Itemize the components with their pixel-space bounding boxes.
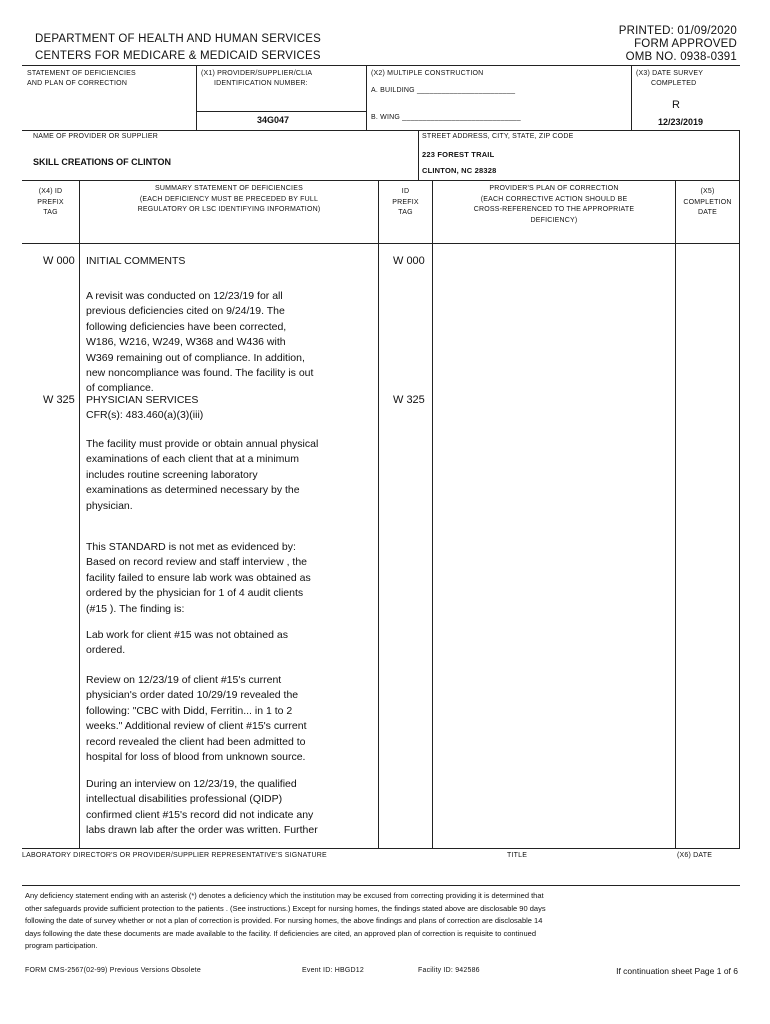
building-label: A. BUILDING ________________________: [371, 87, 516, 94]
section-title-initial-comments: INITIAL COMMENTS: [86, 255, 186, 267]
col-divider-x4: [79, 180, 80, 848]
cfr-reference: CFR(s): 483.460(a)(3)(iii): [86, 409, 204, 421]
page-indicator: If continuation sheet Page 1 of 6: [616, 966, 738, 976]
x1-label-1: (X1) PROVIDER/SUPPLIER/CLIA: [201, 70, 313, 77]
statement-label-2: AND PLAN OF CORRECTION: [27, 80, 128, 87]
x5-header-line: DATE: [698, 209, 717, 216]
plan-header-line: DEFICIENCY): [530, 216, 578, 224]
printed-date: PRINTED: 01/09/2020: [618, 25, 737, 37]
provider-divider: [418, 130, 419, 180]
city-state-zip: CLINTON, NC 28328: [422, 166, 497, 175]
wing-label: B. WING _____________________________: [371, 114, 521, 121]
title-label: TITLE: [507, 852, 528, 859]
paragraph-finding: Lab work for client #15 was not obtained as ordered.: [86, 629, 288, 657]
col-divider-summary: [378, 180, 379, 848]
form-top-border: [22, 65, 740, 66]
summary-header: [80, 184, 378, 216]
id-header-line: TAG: [398, 209, 413, 216]
id-header: [379, 187, 432, 219]
tag-left-w325: W 325: [43, 394, 75, 406]
summary-header-line: (EACH DEFICIENCY MUST BE PRECEDED BY FULL: [139, 195, 319, 203]
signature-bottom-border: [22, 885, 740, 886]
col-divider-id: [432, 180, 433, 848]
x3-revisit-flag: R: [672, 99, 680, 111]
plan-header-line: PROVIDER'S PLAN OF CORRECTION: [489, 185, 619, 192]
x5-header: [676, 187, 739, 219]
box-divider-2: [366, 65, 367, 130]
tag-left-w000: W 000: [43, 255, 75, 267]
id-header-line: PREFIX: [392, 198, 419, 206]
paragraph-interview: During an interview on 12/23/19, the qualified intellectual disabilities professional (QIDP) confirmed client #15's record did not indicate any labs drawn lab after the order was written. Further: [86, 778, 318, 837]
x4-header-line: (X4) ID: [38, 188, 63, 195]
id-header-line: ID: [401, 188, 410, 195]
address-label: STREET ADDRESS, CITY, STATE, ZIP CODE: [422, 133, 574, 140]
x2-label: (X2) MULTIPLE CONSTRUCTION: [371, 70, 484, 77]
x4-header-line: TAG: [43, 209, 58, 216]
department-line-2: CENTERS FOR MEDICARE & MEDICAID SERVICES: [35, 50, 321, 62]
plan-header-line: CROSS-REFERENCED TO THE APPROPRIATE: [473, 206, 635, 213]
facility-id: Facility ID: 942586: [418, 967, 480, 974]
paragraph-record-review: Review on 12/23/19 of client #15's current physician's order dated 10/29/19 revealed the following: "CBC with Didd, Ferritin... in 1 to 2 weeks." Additional review of client #15's current record revealed the client had been admitted to hospital for loss of blood from unknown source.: [86, 674, 307, 764]
x1-value-rule: [196, 111, 366, 112]
box-divider-1: [196, 65, 197, 130]
col-divider-plan: [675, 180, 676, 848]
form-rule-1: [22, 130, 740, 131]
omb-number: OMB NO. 0938-0391: [625, 51, 737, 63]
summary-header-line: SUMMARY STATEMENT OF DEFICIENCIES: [155, 185, 303, 192]
form-number: FORM CMS-2567(02-99) Previous Versions Obsolete: [25, 967, 201, 974]
paragraph-regulation: The facility must provide or obtain annual physical examinations of each client that at a minimum includes routine screening laboratory examinations as determined necessary by the physician.: [86, 438, 319, 512]
provider-right-edge: [739, 130, 740, 180]
department-line-1: DEPARTMENT OF HEALTH AND HUMAN SERVICES: [35, 33, 321, 45]
box-divider-3: [631, 65, 632, 130]
survey-completed-date: 12/23/2019: [658, 117, 704, 127]
date-label: (X6) DATE: [677, 852, 713, 859]
form-rule-3: [22, 243, 740, 244]
x3-label-2: COMPLETED: [651, 80, 697, 87]
provider-id-number: 34G047: [257, 115, 290, 125]
form-approved: FORM APPROVED: [634, 38, 737, 50]
x5-header-line: (X5): [700, 188, 715, 195]
x5-header-line: COMPLETION: [683, 198, 732, 206]
paragraph-revisit: A revisit was conducted on 12/23/19 for all previous deficiencies cited on 9/24/19. The following deficiencies have been corrected, W186, W216, W249, W368 and W436 with W369 remaining out of compliance. In addition, new noncompliance was found. The facility is out of compliance.: [86, 290, 314, 395]
paragraph-standard-not-met: This STANDARD is not met as evidenced by: Based on record review and staff interview , the facility failed to ensure lab work was obtained as ordered by the physician for 1 of 4 audit clients (#15 ). The finding is:: [86, 541, 311, 615]
x3-label-1: (X3) DATE SURVEY: [636, 70, 704, 77]
section-title-physician-services: PHYSICIAN SERVICES: [86, 394, 199, 406]
summary-header-line: REGULATORY OR LSC IDENTIFYING INFORMATION): [137, 206, 321, 213]
provider-name-label: NAME OF PROVIDER OR SUPPLIER: [33, 133, 159, 140]
tag-right-w000: W 000: [393, 255, 425, 267]
x1-label-2: IDENTIFICATION NUMBER:: [214, 80, 308, 87]
plan-header: [433, 184, 675, 226]
plan-header-line: (EACH CORRECTIVE ACTION SHOULD BE: [480, 195, 628, 203]
event-id: Event ID: HBGD12: [302, 967, 364, 974]
form-bottom-border: [22, 848, 740, 849]
signature-label: LABORATORY DIRECTOR'S OR PROVIDER/SUPPLIER REPRESENTATIVE'S SIGNATURE: [22, 852, 327, 859]
x4-header: [22, 187, 79, 219]
provider-name: SKILL CREATIONS OF CLINTON: [33, 157, 172, 167]
x4-header-line: PREFIX: [37, 198, 64, 206]
form-rule-2: [22, 180, 740, 181]
disclosure-footnote: Any deficiency statement ending with an asterisk (*) denotes a deficiency which the institution may be excused from correcting providing it is determined that other safeguards provide sufficient protection to the patients . (See instructions.) Except for nursing homes, the findings stated above are disclosable 90 days following the date of survey whether or not a plan of correction is provided. For nursing homes, the above findings and plans of correction are disclosable 14 days following the date these documents are made available to the facility. If deficiencies are cited, an approved plan of correction is requisite to continued program participation.: [25, 891, 546, 950]
col-right-edge: [739, 180, 740, 848]
tag-right-w325: W 325: [393, 394, 425, 406]
street-address: 223 FOREST TRAIL: [422, 150, 495, 159]
statement-label-1: STATEMENT OF DEFICIENCIES: [27, 70, 136, 77]
